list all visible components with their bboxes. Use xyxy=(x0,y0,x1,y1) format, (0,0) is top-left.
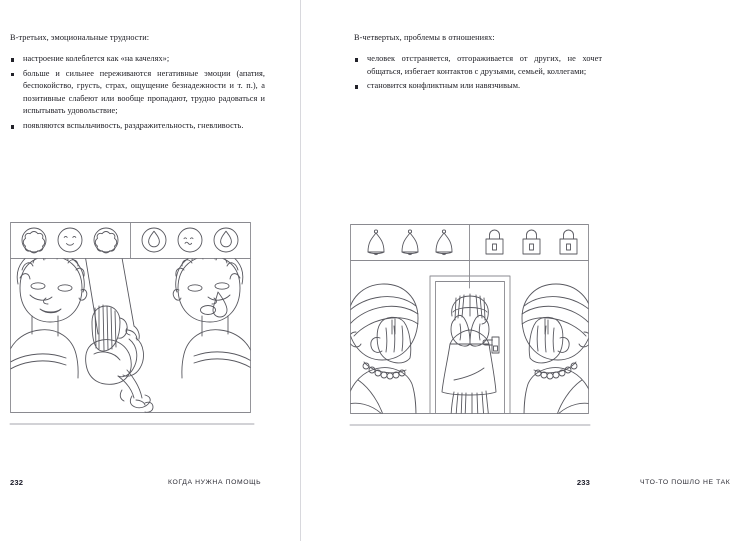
bell-icon xyxy=(368,230,384,255)
right-lead-paragraph: В-четвертых, проблемы в отношениях: xyxy=(354,33,495,42)
lock-icon xyxy=(523,230,540,254)
swing-illustration xyxy=(10,218,254,430)
right-bullet-list xyxy=(354,53,602,93)
lock-icon xyxy=(560,230,577,254)
bell-icon xyxy=(402,230,418,255)
child-on-swing-figure xyxy=(86,305,153,412)
smiling-face-figure xyxy=(2,251,87,378)
teardrop-icon xyxy=(142,228,166,252)
list-item: больше и сильнее переживаются негативные эмоции (апатия, беспокойство, грусть, страх, ощущение безнадежности и т. п.), а позитивные слабеют или вообще пропадают, трудно радоваться и испытывать удовольствие; xyxy=(10,68,265,118)
left-page-textblock xyxy=(10,32,265,135)
crying-face-figure xyxy=(173,251,258,378)
folio-right: 233 xyxy=(576,478,590,487)
list-item: появляются вспыльчивость, раздражительность, гневливость. xyxy=(10,120,265,133)
running-head-right: ЧТО-ТО ПОШЛО НЕ ТАК xyxy=(640,479,730,486)
right-page xyxy=(300,0,730,541)
left-lead-paragraph: В-третьих, эмоциональные трудности: xyxy=(10,33,150,42)
bell-icon xyxy=(436,230,452,255)
lock-icon xyxy=(486,230,503,254)
swing-ropes xyxy=(79,218,134,334)
figure-behind-door xyxy=(442,294,496,421)
list-item: становится конфликтным или навязчивым. xyxy=(354,80,602,93)
folio-left: 232 xyxy=(10,478,24,487)
list-item: человек отстраняется, отгораживается от других, не хочет общаться, избегает контактов с друзьями, семьей, коллегами; xyxy=(354,53,602,78)
hiding-illustration xyxy=(350,220,590,430)
running-head-left: КОГДА НУЖНА ПОМОЩЬ xyxy=(168,479,262,486)
teardrop-icon xyxy=(214,228,238,252)
list-item: настроение колеблется как «на качелях»; xyxy=(10,53,265,66)
sad-face-icon xyxy=(178,228,202,252)
right-page-textblock xyxy=(354,32,602,95)
happy-face-icon xyxy=(58,228,82,252)
left-page xyxy=(0,0,300,541)
flower-icon xyxy=(94,228,118,253)
face-covering-figure-left xyxy=(342,284,418,418)
left-bullet-list xyxy=(10,53,265,133)
face-covering-figure-right xyxy=(522,284,598,418)
flower-icon xyxy=(22,228,46,253)
